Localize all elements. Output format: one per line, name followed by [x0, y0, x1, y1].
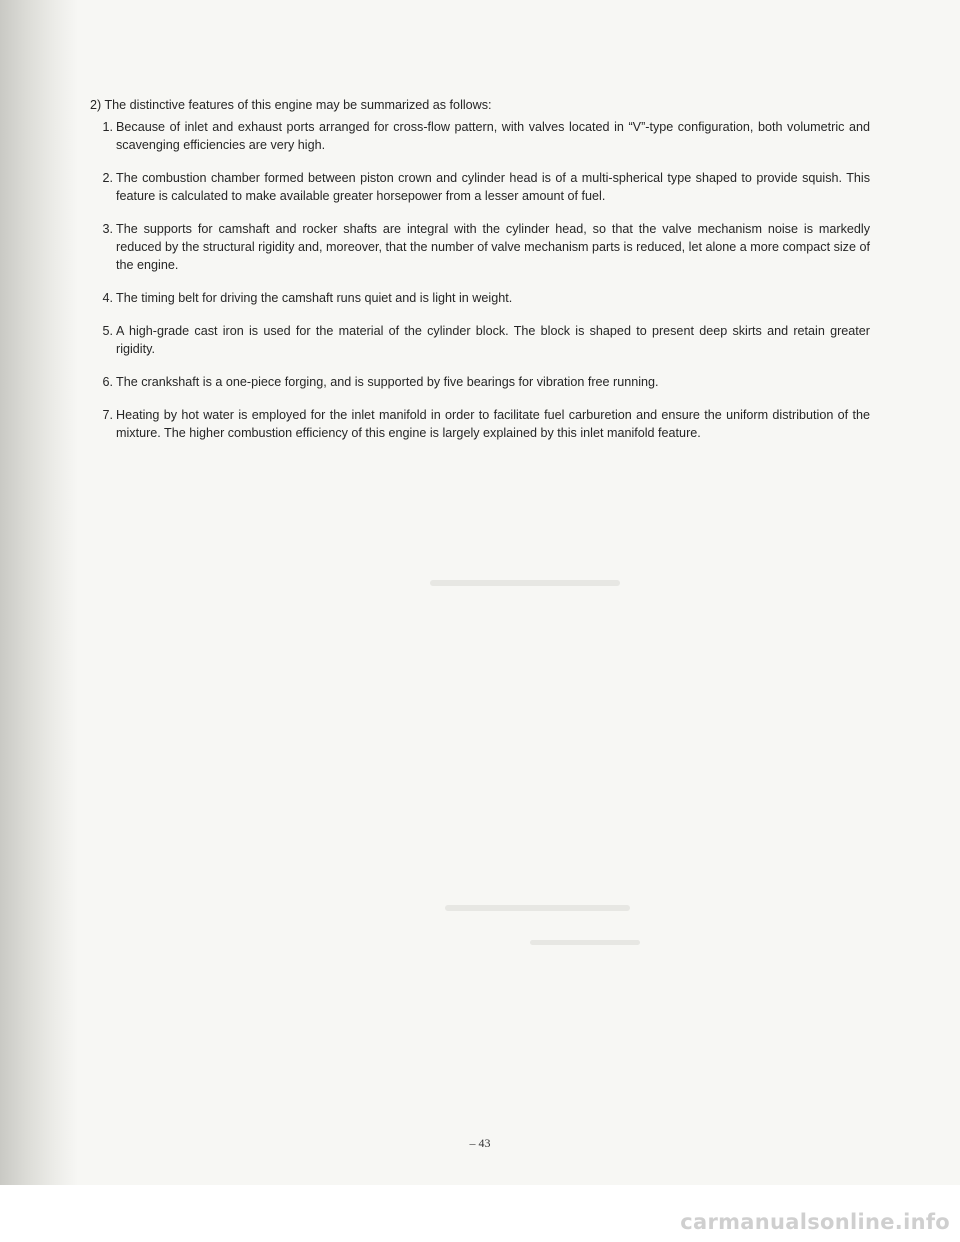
- item-number: 6.: [102, 375, 113, 389]
- binding-shadow: [0, 0, 78, 1185]
- item-text: The supports for camshaft and rocker shafts are integral with the cylinder head, so that the valve mechanism noise is markedly reduced by the structural rigidity and, moreover, that the number of valve mechanism parts is reduced, let alone a more compact size of the engine.: [116, 222, 870, 272]
- list-item: [90, 220, 870, 274]
- item-text: Because of inlet and exhaust ports arranged for cross-flow pattern, with valves located in “V”-type configuration, both volumetric and scavenging efficiencies are very high.: [116, 120, 870, 152]
- feature-list: [90, 118, 870, 442]
- list-item: [90, 322, 870, 358]
- item-text: The combustion chamber formed between piston crown and cylinder head is of a multi-spherical type shaped to provide squish. This feature is calculated to make available greater horsepower from a lesser amount of fuel.: [116, 171, 870, 203]
- list-item: [90, 289, 870, 307]
- item-text: The crankshaft is a one-piece forging, and is supported by five bearings for vibration free running.: [116, 375, 659, 389]
- item-number: 5.: [102, 324, 113, 338]
- footer-band: [0, 1185, 960, 1242]
- bleed-through-mark: [445, 905, 630, 911]
- list-item: [90, 373, 870, 391]
- item-text: Heating by hot water is employed for the inlet manifold in order to facilitate fuel carburetion and ensure the uniform distribution of the mixture. The higher combustion efficiency of this engine is largely explained by this inlet manifold feature.: [116, 408, 870, 440]
- bleed-through-mark: [530, 940, 640, 945]
- bleed-through-mark: [430, 580, 620, 586]
- item-number: 3.: [102, 222, 113, 236]
- document-body: [90, 96, 870, 457]
- section-intro: 2) The distinctive features of this engine may be summarized as follows:: [90, 98, 492, 112]
- list-item: [90, 406, 870, 442]
- list-item: [90, 169, 870, 205]
- item-text: The timing belt for driving the camshaft runs quiet and is light in weight.: [116, 291, 513, 305]
- item-number: 1.: [102, 120, 113, 134]
- page-number: – 43: [469, 1136, 491, 1150]
- list-item: [90, 118, 870, 154]
- watermark-logo: carmanualsonline.info: [680, 1210, 950, 1234]
- item-number: 7.: [102, 408, 113, 422]
- item-number: 2.: [102, 171, 113, 185]
- item-number: 4.: [102, 291, 113, 305]
- item-text: A high-grade cast iron is used for the material of the cylinder block. The block is shaped to present deep skirts and retain greater rigidity.: [116, 324, 870, 356]
